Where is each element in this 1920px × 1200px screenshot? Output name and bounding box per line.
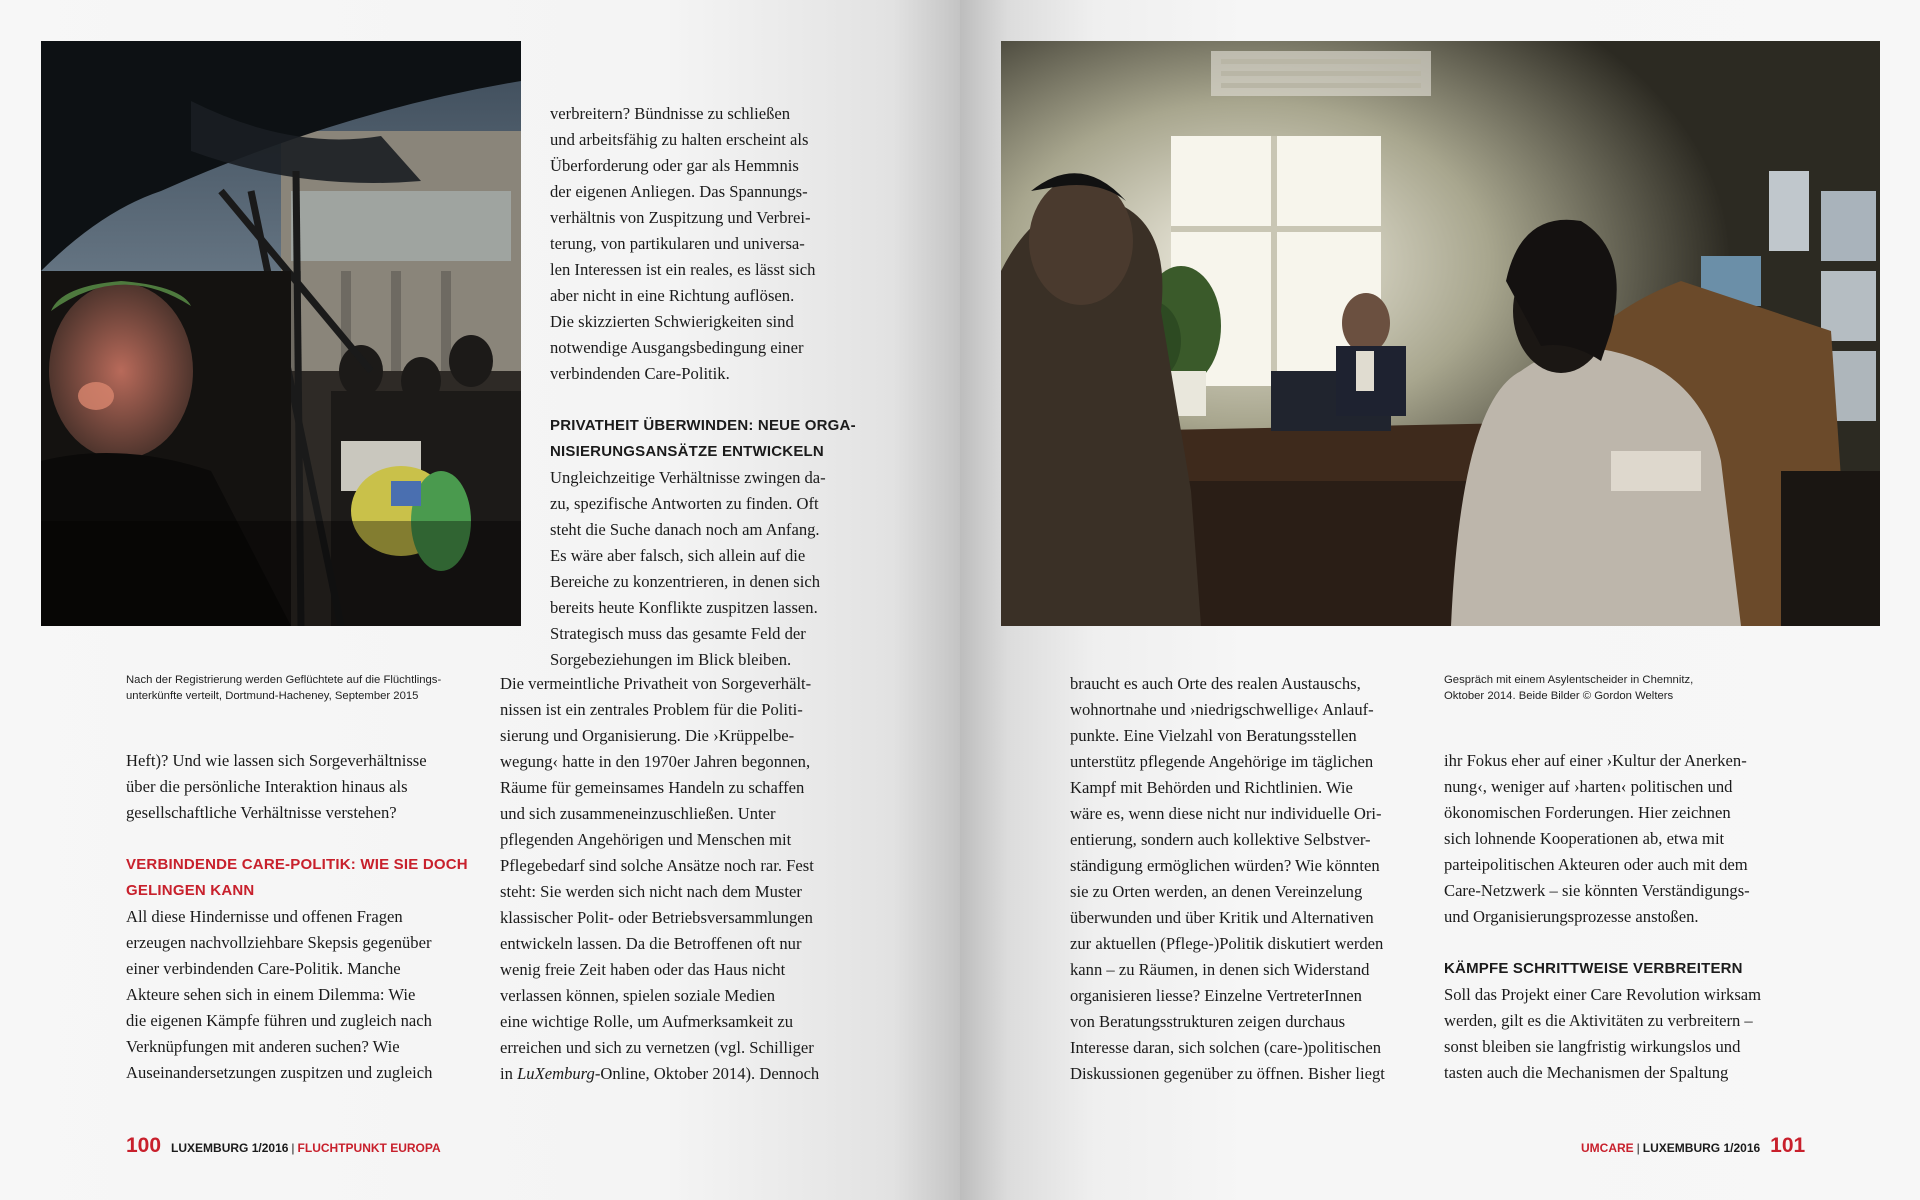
column-b-body: Ungleichzeitige Verhältnisse zwingen da- zu, spezifische Antworten zu finden. Oft steht die Suche danach noch am Anfang. Es wäre aber falsch, sich allein auf die Bereiche zu konzentrieren, in denen sich bereits heute Konflikte zuspitzen lassen. Strategisch muss das gesamte Feld der Sorgebeziehungen im Blick bleiben. [550, 468, 826, 669]
folio-right [1581, 1134, 1805, 1158]
luxemburg-italic: LuXemburg [517, 1064, 595, 1083]
folio-left [126, 1134, 441, 1158]
section-name: FLUCHTPUNKT EUROPA [297, 1141, 441, 1155]
page-number: 101 [1770, 1134, 1806, 1157]
column-d-body-2: Soll das Projekt einer Care Revolution wirksam werden, gilt es die Aktivitäten zu verbreitern – sonst bleiben sie langfristig wirkungslos und tasten auch die Mechanismen der Spaltung [1444, 985, 1762, 1082]
section-heading-verbindende-care-politik: VERBINDENDE CARE-POLITIK: WIE SIE DOCH GELINGEN KANN [126, 856, 468, 899]
column-b-last-line: in LuXemburg-Online, Oktober 2014). Dennoch [500, 1064, 820, 1083]
folio-separator: | [291, 1141, 295, 1155]
column-b-top-paragraph: verbreitern? Bündnisse zu schließen und arbeitsfähig zu halten erscheint als Überforderung oder gar als Hemmnis der eigenen Anliegen. Das Spannungs- verhältnis von Zuspitzung und Verbrei- terung, von partikularen und universa- len Interessen ist ein reales, es lässt sich aber nicht in eine Richtung auflösen. Die skizzierten Schwierigkeiten sind notwendige Ausgangsbedingung einer verbindenden Care-Politik. [550, 104, 816, 383]
right-page [960, 0, 1920, 1200]
column-a-body: All diese Hindernisse und offenen Fragen erzeugen nachvollziehbare Skepsis gegenüber einer verbindenden Care-Politik. Manche Akteure sehen sich in einem Dilemma: Wie die eigenen Kämpfe führen und zugleich nach Verknüpfungen mit anderen suchen? Wie Auseinandersetzungen zuspitzen und zugleich [126, 907, 433, 1082]
left-column-b-lower [500, 671, 860, 1087]
section-heading-kaempfe-verbreitern: KÄMPFE SCHRITTWEISE VERBREITERN [1444, 960, 1743, 977]
folio-separator: | [1636, 1141, 1640, 1155]
left-column-b-upper [550, 101, 856, 673]
left-column-a [126, 748, 481, 1086]
right-photo [1001, 41, 1880, 626]
magazine-issue: LUXEMBURG 1/2016 [1642, 1141, 1761, 1155]
left-photo [41, 41, 521, 626]
section-heading-privatheit-ueberwinden: PRIVATHEIT ÜBERWINDEN: NEUE ORGA- NISIERUNGSANSÄTZE ENTWICKELN [550, 417, 856, 460]
magazine-issue: LUXEMBURG 1/2016 [171, 1141, 289, 1155]
column-c-body: braucht es auch Orte des realen Austauschs, wohnortnahe und ›niedrigschwellige‹ Anlauf- punkte. Eine Vielzahl von Beratungsstellen unterstütz pflegende Angehörige im täglichen Kampf mit Behörden und Richtlinien. Wie wäre es, wenn diese nicht nur individuelle Ori- entierung, sondern auch kollektive Selbstver- ständigung ermöglichen würden? Wie könnten sie zu Orten werden, an denen Vereinzelung überwunden und über Kritik und Alternativen zur aktuellen (Pflege-)Politik diskutiert werden kann – zu Räumen, in denen sich Widerstand organisieren liesse? Einzelne VertreterInnen von Beratungsstrukturen zeigen durchaus Interesse daran, sich solchen (care-)politischen Diskussionen gegenüber zu öffnen. Bisher liegt [1070, 674, 1385, 1083]
column-d-body: ihr Fokus eher auf einer ›Kultur der Anerken- nung‹, weniger auf ›harten‹ politischen und ökonomischen Forderungen. Hier zeichnen sich lohnende Kooperationen ab, etwa mit parteipolitischen Akteuren oder auch mit dem Care-Netzwerk – sie könnten Verständigungs- und Organisierungsprozesse anstoßen. [1444, 751, 1750, 926]
right-photo-caption: Gespräch mit einem Asylentscheider in Chemnitz, Oktober 2014. Beide Bilder © Gordon Welters [1444, 674, 1694, 702]
right-column-c [1070, 671, 1430, 1087]
left-photo-caption: Nach der Registrierung werden Geflüchtete auf die Flüchtlings- unterkünfte verteilt, Dortmund-Hacheney, September 2015 [126, 674, 442, 702]
column-a-paragraph: Heft)? Und wie lassen sich Sorgeverhältnisse über die persönliche Interaktion hinaus als gesellschaftliche Verhältnisse verstehen? [126, 751, 427, 822]
page-number: 100 [126, 1134, 162, 1157]
column-b-wide-paragraph: Die vermeintliche Privatheit von Sorgeverhält- nissen ist ein zentrales Problem für die Politi- sierung und Organisierung. Die ›Krüppelbe- wegung‹ hatte in den 1970er Jahren begonnen, Räume für gemeinsames Handeln zu schaffen und sich zusammeneinzuschließen. Unter pflegenden Angehörigen und Menschen mit Pflegebedarf sind solche Ansätze noch rar. Fest steht: Sie werden sich nicht nach dem Muster klassischer Polit- oder Betriebsversammlungen entwickeln lassen. Da die Betroffenen oft nur wenig freie Zeit haben oder das Haus nicht verlassen können, spielen soziale Medien eine wichtige Rolle, um Aufmerksamkeit zu erreichen und sich zu vernetzen (vgl. Schilliger in LuXemburg-Online, Oktober 2014). Dennoch [500, 671, 860, 1087]
right-column-d [1444, 748, 1804, 1086]
section-name: UMCARE [1581, 1141, 1634, 1155]
